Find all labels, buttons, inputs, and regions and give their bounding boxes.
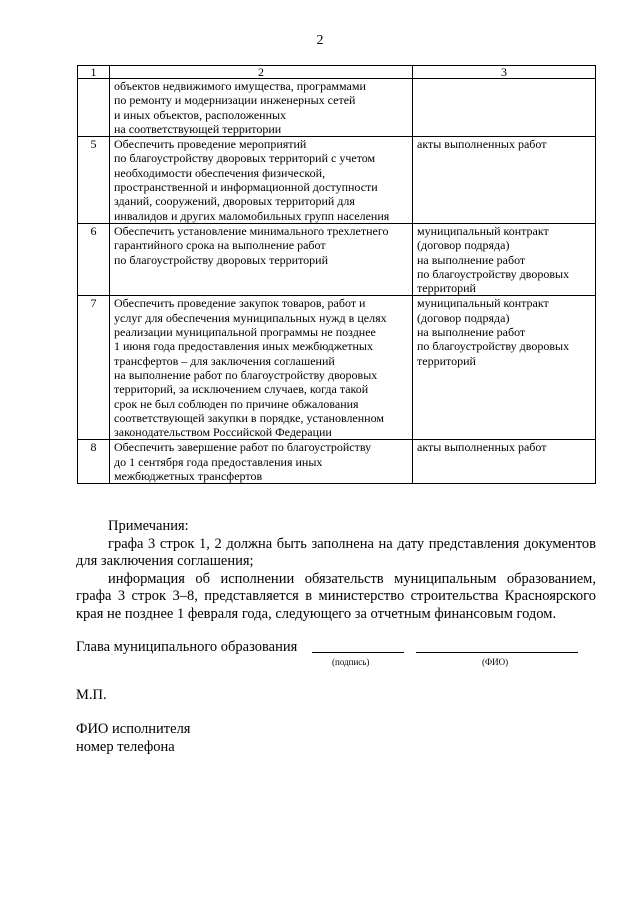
table-row [78, 223, 596, 295]
table-row [78, 296, 596, 440]
row-number [78, 79, 110, 137]
executor-info [76, 721, 190, 756]
document-text-line: территорий [417, 281, 476, 296]
obligation-text-line: по благоустройству дворовых территорий [114, 252, 329, 267]
name-caption: (ФИО) [482, 657, 509, 667]
row-number: 7 [78, 296, 110, 440]
signature-block [76, 639, 596, 667]
document-text-line: на выполнение работ [417, 252, 526, 267]
obligation-text-line: 1 июня года предоставления иных межбюджетных [114, 339, 373, 354]
document-cell [413, 137, 596, 224]
notes-heading: Примечания: [108, 518, 189, 534]
table-row [78, 79, 596, 137]
obligation-text-line: и иных объектов, расположенных [114, 107, 287, 122]
executor-name-label: ФИО исполнителя [76, 721, 191, 737]
obligation-text-line: Обеспечить установление минимального трехлетнего [114, 223, 389, 238]
obligation-text-line: пространственной и информационной доступности [114, 180, 378, 195]
obligation-cell [110, 223, 413, 295]
obligation-text-line: Обеспечить проведение закупок товаров, работ и [114, 296, 366, 311]
document-text-line: на выполнение работ [417, 325, 526, 340]
column-header: 1 [78, 66, 110, 79]
obligation-text-line: трансфертов – для заключения соглашений [114, 353, 335, 368]
obligation-text-line: законодательством Российской Федерации [114, 425, 332, 440]
column-header: 2 [110, 66, 413, 79]
table-row [78, 137, 596, 224]
table-header-row [78, 66, 596, 79]
row-number: 5 [78, 137, 110, 224]
column-header: 3 [413, 66, 596, 79]
obligation-text-line: услуг для обеспечения муниципальных нужд в целях [114, 310, 387, 325]
notes-section [76, 518, 596, 623]
document-cell [413, 440, 596, 484]
obligation-text-line: зданий, сооружений, дворовых территорий для [114, 194, 355, 209]
document-text-line: территорий [417, 353, 476, 368]
page-number: 2 [316, 33, 324, 48]
obligation-cell [110, 440, 413, 484]
row-number: 6 [78, 223, 110, 295]
notes-paragraph: информация об исполнении обязательств муниципальным образованием, графа 3 строк 3–8, представляется в министерство строительства Красноярского края не позднее 1 февраля года, следующего за отчетным финансовым годом. [76, 570, 596, 622]
document-text-line: акты выполненных работ [417, 440, 547, 455]
obligation-cell [110, 79, 413, 137]
document-text-line: по благоустройству дворовых [417, 266, 570, 281]
obligations-table [77, 65, 596, 484]
obligation-text-line: Обеспечить проведение мероприятий [114, 137, 307, 152]
obligation-text-line: по ремонту и модернизации инженерных сетей [114, 93, 356, 108]
obligation-text-line: на выполнение работ по благоустройству дворовых [114, 367, 378, 382]
obligation-text-line: гарантийного срока на выполнение работ [114, 238, 326, 253]
document-text-line: (договор подряда) [417, 238, 510, 253]
document-cell [413, 79, 596, 137]
document-text-line: муниципальный контракт [417, 223, 549, 238]
obligation-text-line: межбюджетных трансфертов [114, 469, 263, 484]
obligation-text-line: реализации муниципальной программы не позднее [114, 325, 376, 340]
signature-line [312, 652, 404, 653]
document-cell [413, 223, 596, 295]
obligation-text-line: инвалидов и других маломобильных групп населения [114, 208, 390, 223]
signature-label: Глава муниципального образования [76, 639, 298, 655]
row-number: 8 [78, 440, 110, 484]
name-line [416, 652, 578, 653]
document-text-line: акты выполненных работ [417, 137, 547, 152]
obligation-text-line: до 1 сентября года предоставления иных [114, 454, 323, 469]
signature-caption: (подпись) [332, 657, 370, 667]
obligation-text-line: необходимости обеспечения физической, [114, 165, 326, 180]
obligation-text-line: Обеспечить завершение работ по благоустройству [114, 440, 372, 455]
obligation-text-line: территорий, за исключением случаев, когда такой [114, 382, 369, 397]
obligation-cell [110, 296, 413, 440]
table-body [78, 66, 596, 484]
obligation-text-line: объектов недвижимого имущества, программами [114, 79, 366, 93]
document-text-line: (договор подряда) [417, 310, 510, 325]
stamp-place: М.П. [76, 687, 107, 703]
obligation-cell [110, 137, 413, 224]
obligation-text-line: соответствующей закупки в порядке, установленном [114, 410, 384, 425]
executor-phone-label: номер телефона [76, 738, 175, 755]
document-cell [413, 296, 596, 440]
obligation-text-line: срок не был соблюден по причине обжалования [114, 396, 359, 411]
document-text-line: по благоустройству дворовых [417, 339, 570, 354]
document-text-line: муниципальный контракт [417, 296, 549, 311]
obligation-text-line: по благоустройству дворовых территорий с учетом [114, 151, 376, 166]
notes-paragraph: графа 3 строк 1, 2 должна быть заполнена на дату представления документов для заключения соглашения; [76, 535, 596, 569]
obligation-text-line: на соответствующей территории [114, 121, 282, 136]
table-row [78, 440, 596, 484]
